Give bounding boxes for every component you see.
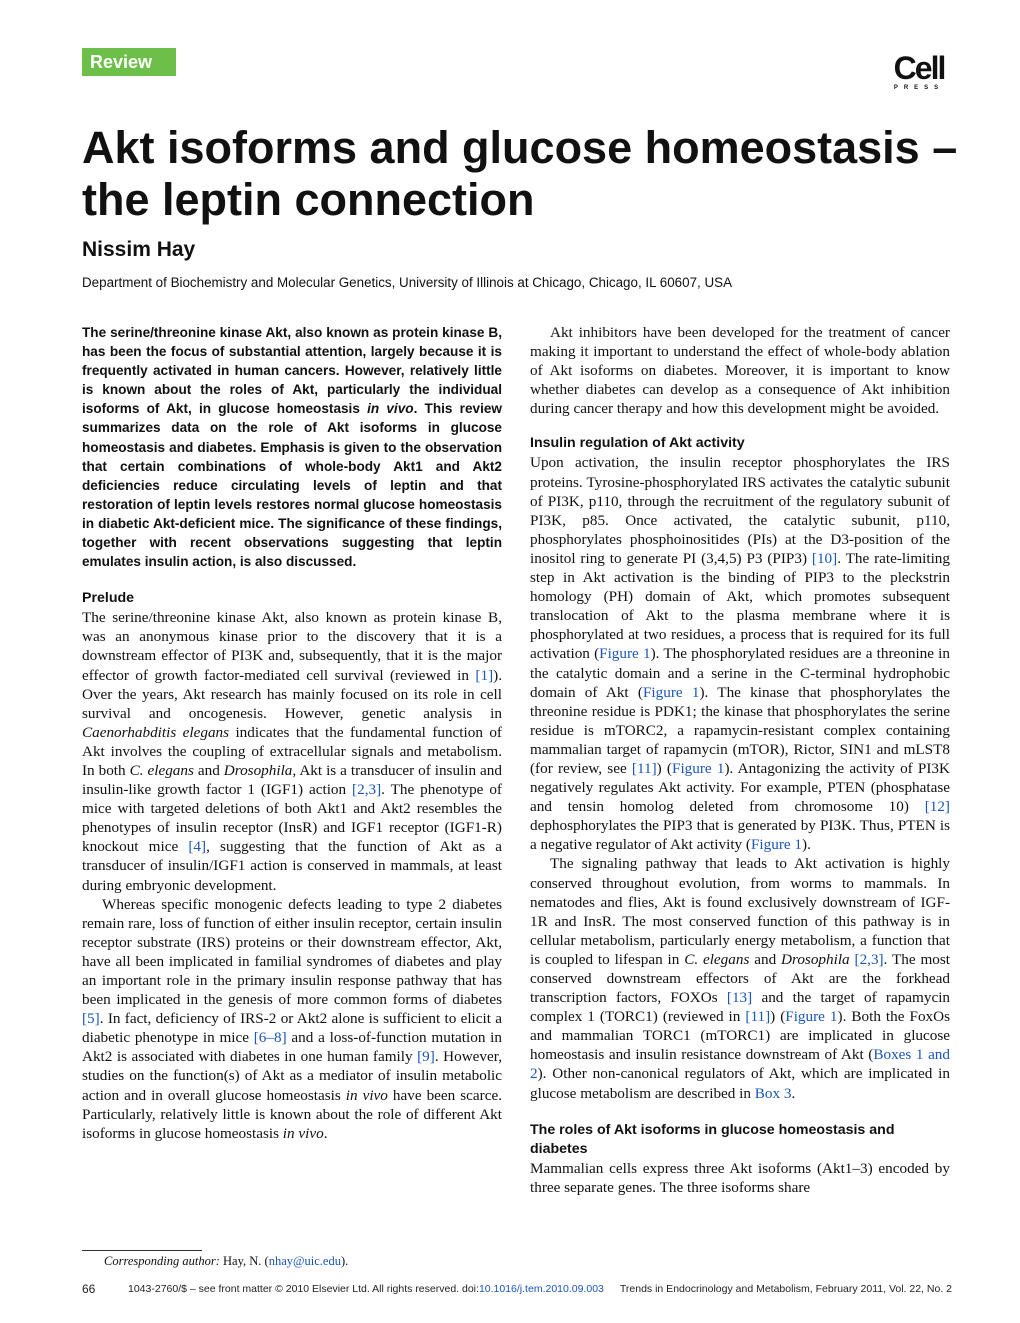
- ref-link[interactable]: [9]: [417, 1048, 435, 1066]
- intro-paragraph: Akt inhibitors have been developed for the treatment of cancer making it important to understand the effect of whole-body ablation of Akt isoforms on diabetes. Moreover, it is important to know whether diabetes can develop as a consequence of Akt inhibition during cancer therapy and how this development might be avoided.: [530, 324, 950, 418]
- ref-link[interactable]: [10]: [811, 549, 838, 567]
- section-heading-akt-isoforms: The roles of Akt isoforms in glucose homeostasis and diabetes: [530, 1121, 895, 1157]
- logo-main: Cell: [893, 50, 945, 86]
- isoforms-paragraph: Mammalian cells express three Akt isoforms (Akt1–3) encoded by three separate genes. The three isoforms share: [530, 1159, 950, 1196]
- figure-link[interactable]: Figure 1: [750, 836, 803, 854]
- logo-sub: PRESS: [893, 85, 945, 91]
- copyright-line: 1043-2760/$ – see front matter © 2010 Elsevier Ltd. All rights reserved. doi:10.1016/j.tem.2010.09.003: [128, 1283, 604, 1295]
- ref-link[interactable]: [6–8]: [253, 1029, 287, 1047]
- insulin-paragraph-2: The signaling pathway that leads to Akt activation is highly conserved throughout evolution, from worms to mammals. In nematodes and flies, Akt is found exclusively downstream of IGF-1R and InsR. The most conserved function of this pathway is in cellular metabolism, particularly energy metabolism, a function that is coupled to lifespan in C. elegans and Drosophila [2,3]. The most conserved downstream effectors of Akt are the forkhead transcription factors, FOXOs [13] and the target of rapamycin complex 1 (TORC1) (reviewed in [11]) (Figure 1). Both the FoxOs and mammalian TORC1 (mTORC1) are implicated in glucose homeostasis and insulin resistance downstream of Akt (Boxes 1 and 2). Other non-canonical regulators of Akt, which are implicated in glucose metabolism are described in Box 3.: [530, 855, 951, 1102]
- ref-link[interactable]: [13]: [726, 989, 753, 1007]
- ref-link[interactable]: [11]: [631, 759, 657, 777]
- cell-press-logo: [888, 52, 950, 91]
- right-column: [530, 323, 950, 1197]
- ref-link[interactable]: [4]: [188, 838, 207, 856]
- corresponding-author-note: Corresponding author: Hay, N. (nhay@uic.edu).: [104, 1254, 349, 1268]
- doi-link[interactable]: 10.1016/j.tem.2010.09.003: [478, 1283, 604, 1295]
- article-title: Akt isoforms and glucose homeostasis – the leptin connection: [82, 122, 958, 225]
- ref-link[interactable]: [2,3]: [854, 950, 884, 968]
- figure-link[interactable]: Figure 1: [785, 1008, 838, 1026]
- abstract: The serine/threonine kinase Akt, also known as protein kinase B, has been the focus of substantial attention, largely because it is frequently activated in human cancers. However, relatively little is known about the roles of Akt, particularly the individual isoforms of Akt, in glucose homeostasis in vivo. This review summarizes data on the role of Akt isoforms in glucose homeostasis and diabetes. Emphasis is given to the observation that certain combinations of whole-body Akt1 and Akt2 deficiencies reduce circulating levels of leptin and that restoration of leptin levels restores normal glucose homeostasis in diabetic Akt-deficient mice. The significance of these findings, together with recent observations suggesting that leptin emulates insulin action, is also discussed.: [82, 325, 502, 570]
- figure-link[interactable]: Figure 1: [642, 683, 700, 701]
- section-heading-insulin-regulation: Insulin regulation of Akt activity: [530, 435, 745, 452]
- figure-link[interactable]: Figure 1: [672, 759, 725, 777]
- email-link[interactable]: nhay@uic.edu: [268, 1254, 341, 1268]
- section-heading-prelude: Prelude: [82, 590, 135, 607]
- ref-link[interactable]: [2,3]: [352, 781, 382, 799]
- box-link[interactable]: Box 3: [754, 1084, 792, 1102]
- author-affiliation: Department of Biochemistry and Molecular Genetics, University of Illinois at Chicago, Chicago, IL 60607, USA: [82, 275, 732, 290]
- page-number: 66: [82, 1282, 96, 1296]
- review-badge: Review: [82, 48, 176, 76]
- box-link[interactable]: Boxes 1 and 2: [530, 1046, 950, 1083]
- journal-citation: Trends in Endocrinology and Metabolism, February 2011, Vol. 22, No. 2: [619, 1283, 952, 1295]
- ref-link[interactable]: [11]: [745, 1008, 771, 1026]
- author-name: Nissim Hay: [82, 238, 196, 261]
- prelude-paragraph-2: Whereas specific monogenic defects leading to type 2 diabetes remain rare, loss of function of either insulin receptor, certain insulin receptor substrate (IRS) proteins or their downstream effector, Akt, have all been implicated in familial syndromes of diabetes and play an important role in the primary insulin response pathway that has been implicated in the genesis of more common forms of diabetes [5]. In fact, deficiency of IRS-2 or Akt2 alone is sufficient to elicit a diabetic phenotype in mice [6–8] and a loss-of-function mutation in Akt2 is associated with diabetes in one human family [9]. However, studies on the function(s) of Akt as a mediator of insulin metabolic action and in overall glucose homeostasis in vivo have been scarce. Particularly, relatively little is known about the role of different Akt isoforms in glucose homeostasis in vivo.: [82, 895, 502, 1142]
- figure-link[interactable]: Figure 1: [599, 645, 651, 663]
- insulin-paragraph-1: Upon activation, the insulin receptor phosphorylates the IRS proteins. Tyrosine-phosphorylated IRS activates the catalytic subunit of PI3K, p110, through the recruitment of the regulatory subunit of PI3K, p85. Once activated, the catalytic subunit, p110, phosphorylates phosphoinositides (PIs) at the D3-position of the inositol ring to generate PI (3,4,5) P3 (PIP3) [10]. The rate-limiting step in Akt activation is the binding of PIP3 to the pleckstrin homology (PH) domain of Akt, which promotes subsequent translocation of Akt to the plasma membrane where it is phosphorylated at two residues, a process that is required for its full activation (Figure 1). The phosphorylated residues are a threonine in the catalytic domain and a serine in the C-terminal hydrophobic domain of Akt (Figure 1). The kinase that phosphorylates the threonine residue is PDK1; the kinase that phosphorylates the serine residue is mTORC2, a rapamycin-resistant complex containing mammalian target of rapamycin (mTOR), Rictor, SIN1 and mLST8 (for review, see [11]) (Figure 1). Antagonizing the activity of PI3K negatively regulates Akt activity. For example, PTEN (phosphatase and tensin homolog deleted from chromosome 10) [12] dephosphorylates the PIP3 that is generated by PI3K. Thus, PTEN is a negative regulator of Akt activity (Figure 1).: [530, 454, 950, 854]
- ref-link[interactable]: [5]: [82, 1010, 100, 1028]
- footnote-rule: [82, 1250, 202, 1251]
- ref-link[interactable]: [1]: [475, 666, 494, 684]
- left-column: [82, 323, 502, 1143]
- prelude-paragraph-1: The serine/threonine kinase Akt, also known as protein kinase B, was an anonymous kinase prior to the discovery that it is a downstream effector of PI3K and, subsequently, that it is the major effector of growth factor-mediated cell survival (reviewed in [1]). Over the years, Akt research has mainly focused on its role in cell survival and oncogenesis. However, genetic analysis in Caenorhabditis elegans indicates that the fundamental function of Akt involves the coupling of extracellular signals and metabolism. In both C. elegans and Drosophila, Akt is a transducer of insulin and insulin-like growth factor 1 (IGF1) action [2,3]. The phenotype of mice with targeted deletions of both Akt1 and Akt2 resembles the phenotypes of insulin receptor (InsR) and IGF1 receptor (IGF1-R) knockout mice [4], suggesting that the function of Akt as a transducer of insulin/IGF1 action is conserved in mammals, at least during embryonic development.: [82, 609, 502, 894]
- ref-link[interactable]: [12]: [924, 798, 950, 816]
